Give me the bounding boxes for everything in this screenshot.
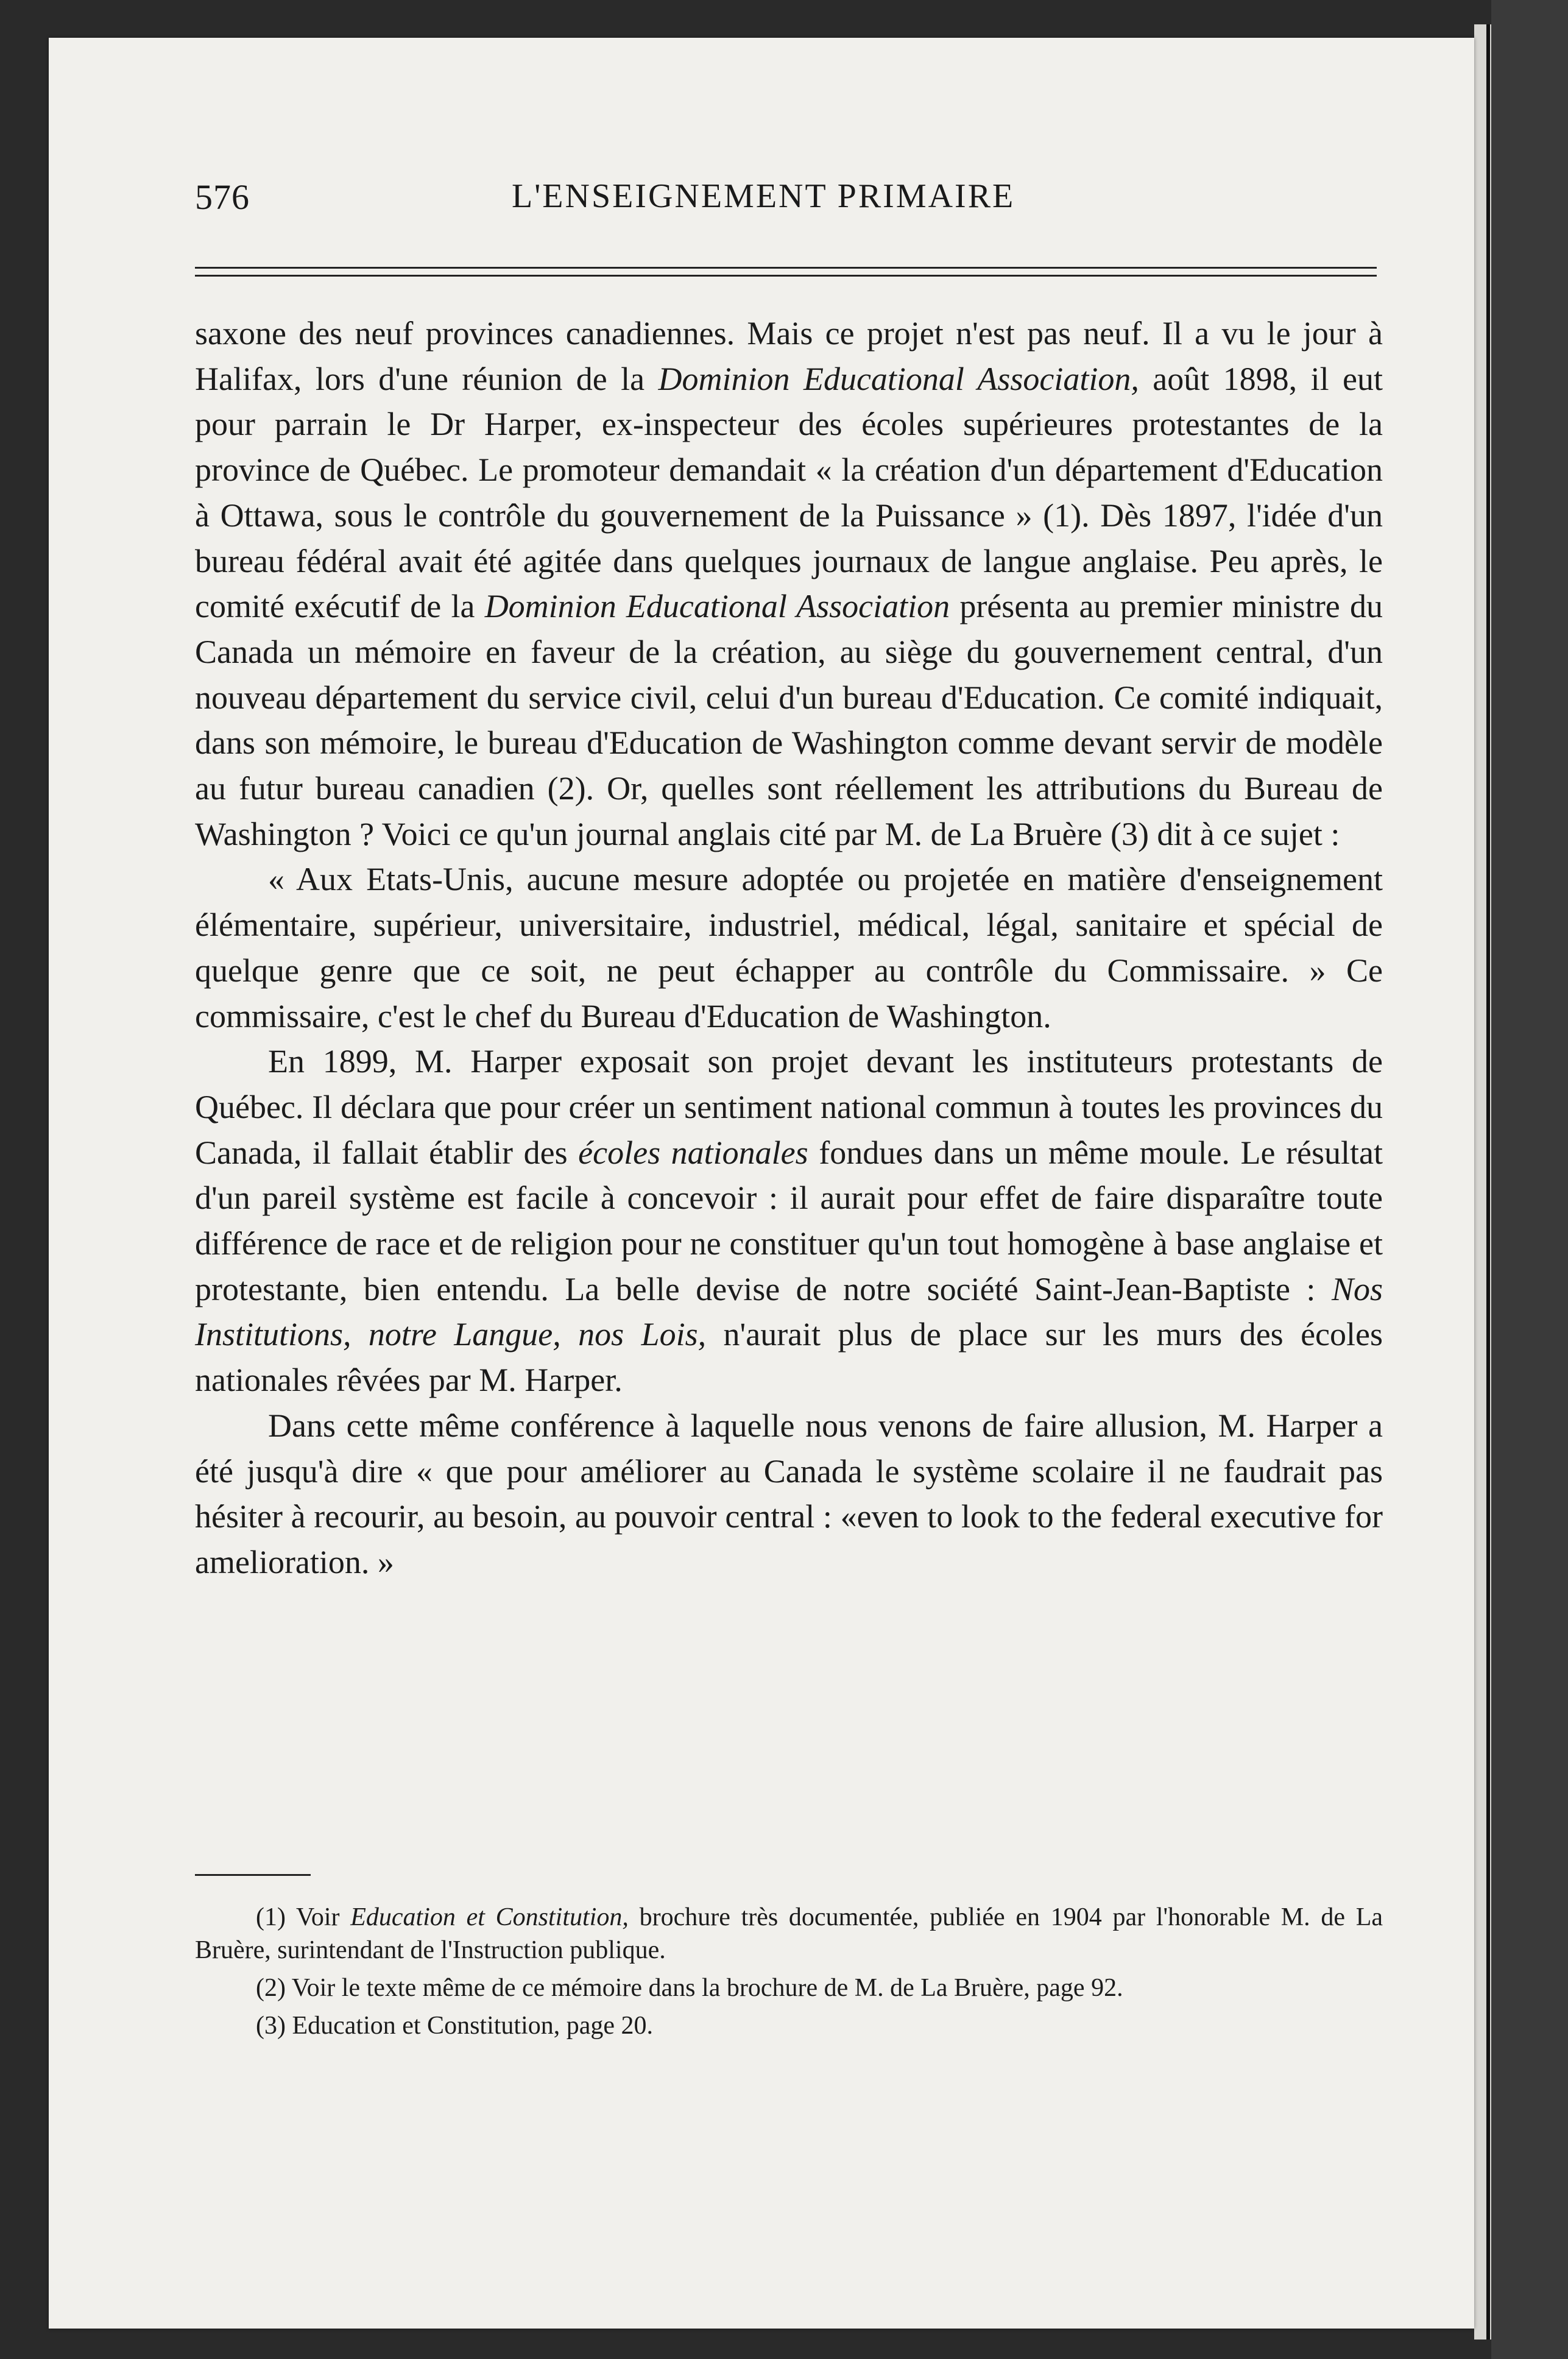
text-run: saxone des neuf provinces canadiennes. Mais ce projet n'est pas neuf. Il a vu le jour à Halifax, lors d'une réunion de la	[195, 315, 1383, 397]
text-run: brochure très documentée, publiée en 1904 par l'honorable M. de La Bruère, surintendant de l'Instruction publique.	[195, 1903, 1383, 1964]
header-rule	[195, 267, 1377, 277]
paragraph-2-quote: « Aux Etats-Unis, aucune mesure adoptée ou projetée en matière d'enseignement élémentaire, supérieur, universitaire, industriel, médical, légal, sanitaire et spécial de quelque genre que ce soit, ne peut échapper au contrôle du Commissaire. » Ce commissaire, c'est le chef du Bureau d'Education de Washington.	[195, 861, 1383, 1034]
footnote-separator	[195, 1874, 311, 1876]
page-gutter-shadow	[1486, 24, 1490, 2340]
text-run: n'aurait plus de place sur les murs des écoles nationales rêvées par M. Harper.	[195, 1316, 1383, 1399]
footnote-1	[195, 1901, 1383, 1967]
running-title: L'ENSEIGNEMENT PRIMAIRE	[512, 177, 1015, 215]
footnote-3: (3) Education et Constitution, page 20.	[256, 2012, 654, 2040]
italic-devise: Nos Institutions, notre Langue, nos Lois,	[195, 1270, 1383, 1353]
text-run: août 1898, il eut pour parrain le Dr Harper, ex-inspecteur des écoles supérieures protestantes de la province de Québec. Le promoteur demandait « la création d'un département d'Education à Ottawa, sous le contrôle du gouvernement de la Puissance » (1). Dès 1897, l'idée d'un bureau fédéral avait été agitée dans quelques journaux de langue anglaise. Peu après, le comité exécutif de la	[195, 360, 1383, 625]
scan-margin-right	[1491, 0, 1568, 2359]
italic-association-name: Dominion Educational Association	[484, 588, 950, 625]
text-run: fondues dans un même moule. Le résultat d'un pareil système est facile à concevoir : il aurait pour effet de faire disparaître toute différence de race et de religion pour ne constituer qu'un tout homogène à base anglaise et protestante, bien entendu. La belle devise de notre société Saint-Jean-Baptiste :	[195, 1134, 1383, 1307]
page-number: 576	[195, 177, 250, 217]
italic-association-name: Dominion Educational Association,	[658, 360, 1139, 397]
footnotes	[195, 1901, 1383, 2047]
paragraph-1	[195, 311, 1383, 857]
text-run: présenta au premier ministre du Canada un mémoire en faveur de la création, au siège du gouvernement central, d'un nouveau département du service civil, celui d'un bureau d'Education. Ce comité indiquait, dans son mémoire, le bureau d'Education de Washington comme devant servir de modèle au futur bureau canadien (2). Or, quelles sont réellement les attributions du Bureau de Washington ? Voici ce qu'un journal anglais cité par M. de La Bruère (3) dit à ce sujet :	[195, 588, 1383, 852]
text-run: (1) Voir	[256, 1903, 351, 1931]
italic-title: Education et Constitution,	[350, 1903, 629, 1931]
text-run: En 1899, M. Harper exposait son projet devant les instituteurs protestants de Québec. Il déclara que pour créer un sentiment national commun à toutes les provinces du Canada, il fallait établir des	[195, 1043, 1383, 1171]
paragraph-3	[195, 1039, 1383, 1403]
main-text	[195, 311, 1383, 1585]
italic-ecoles-nationales: écoles nationales	[578, 1134, 808, 1171]
paragraph-4: Dans cette même conférence à laquelle nous venons de faire allusion, M. Harper a été jusqu'à dire « que pour améliorer au Canada le système scolaire il ne faudrait pas hésiter à recourir, au besoin, au pouvoir central : «even to look to the federal executive for amelioration. »	[195, 1407, 1383, 1580]
page-header	[195, 177, 1389, 225]
footnote-2: (2) Voir le texte même de ce mémoire dans la brochure de M. de La Bruère, page 92.	[256, 1974, 1123, 2002]
